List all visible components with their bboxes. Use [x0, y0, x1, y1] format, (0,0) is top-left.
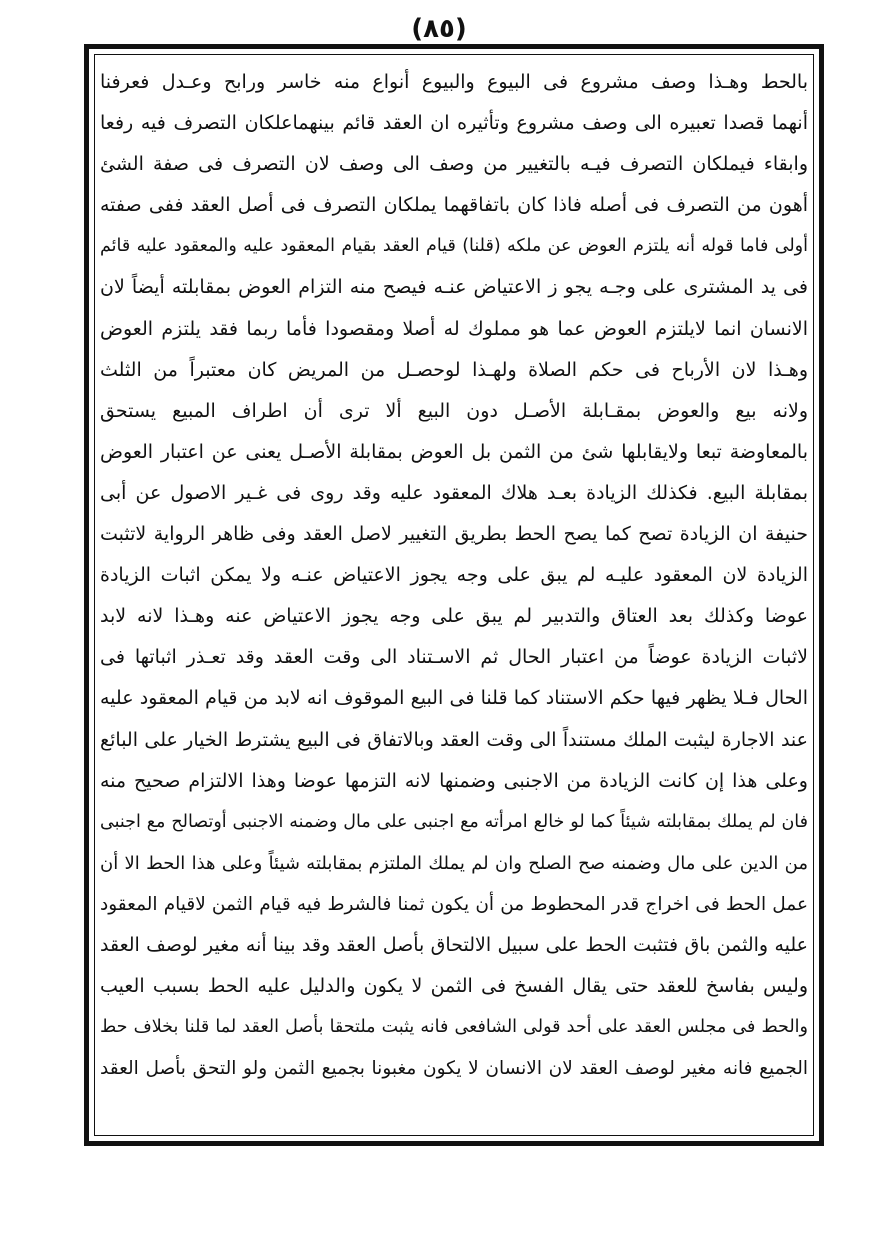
text-line-20: من الدين على مال وضمنه صح الصلح وان لم يملك الملتزم بمقابلته شيئاً وعلى هذا الحط الا أن	[100, 852, 808, 874]
text-line-21: عمل الحط فى اخراج قدر المحطوط من أن يكون ثمنا فالشرط فيه قيام الثمن لاقيام المعقود	[100, 893, 808, 915]
text-line-19: فان لم يملك بمقابلته شيئاً كما لو خالع امرأته مع اجنبى على مال وضمنه الاجنبى أوتصالح مع اجنبى	[100, 811, 808, 832]
text-line-2: أنهما قصدا تعبيره الى وصف مشروع وتأثيره ان العقد قائم بينهماعلكان التصرف فيه رفعا	[100, 112, 808, 135]
text-line-10: بالمعاوضة تبعا ولايقابلها شئ من الثمن بل العوض بمقابلة الأصـل يعنى عن اعتبار العوض	[100, 440, 808, 463]
text-line-25: الجميع فانه مغير لوصف العقد لان الانسان لا يكون مغبونا بجميع الثمن ولو التحق بأصل العقد	[100, 1058, 808, 1080]
text-line-18: وعلى هذا إن كانت الزيادة من الاجنبى وضمنها لانه التزمها عوضا وهذا الالتزام صحيح منه	[100, 769, 808, 792]
text-line-9: ولانه بيع والعوض بمقـابلة الأصـل دون البيع ألا ترى أن اطراف المبيع يستحق	[100, 399, 808, 422]
text-line-24: والحط فى مجلس العقد على أحد قولى الشافعى فانه يثبت ملتحقا بأصل العقد لما قلنا بخلاف حط	[100, 1017, 808, 1038]
text-line-5: أولى فاما قوله أنه يلتزم العوض عن ملكه (قلنا) قيام العقد بقيام المعقود عليه والمعقود عليه قائم	[100, 236, 808, 257]
text-line-8: وهـذا لان الأرباح فى حكم الصلاة ولهـذا لوحصـل من المريض كان معتبراً من الثلث	[100, 358, 808, 381]
text-line-11: بمقابلة البيع. فكذلك الزيادة بعـد هلاك المعقود عليه وقد روى فى غـير الاصول عن أبى	[100, 481, 808, 504]
text-line-13: الزيادة لان المعقود عليـه لم يبق على وجه يجوز الاعتياض عنـه ولا يمكن اثبات الزيادة	[100, 564, 808, 587]
text-line-3: وابقاء فيملكان التصرف فيـه بالتغيير من وصف الى وصف لان التصرف فى صفة الشئ	[100, 153, 808, 176]
text-line-4: أهون من التصرف فى أصله فاذا كان باتفاقهما يملكان التصرف فى أصل العقد ففى صفته	[100, 194, 808, 217]
text-line-6: فى يد المشترى على وجـه يجو ز الاعتياض عنـه فيصح منه التزام العوض بمقابلته أيضاً لان	[100, 276, 808, 299]
text-line-12: حنيفة ان الزيادة تصح كما يصح الحط بطريق التغيير لاصل العقد وفى ظاهر الرواية لاتثبت	[100, 523, 808, 546]
text-line-14: عوضا وكذلك بعد العتاق والتدبير لم يبق على وجه يجوز الاعتياض عنه وهـذا لانه لابد	[100, 605, 808, 628]
text-line-23: وليس بفاسخ للعقد حتى يقال الفسخ فى الثمن لا يكون والدليل عليه الحط بسبب العيب	[100, 975, 808, 998]
text-line-1: بالحط وهـذا وصف مشروع فى البيوع والبيوع أنواع منه خاسر ورابح وعـدل فعرفنا	[100, 71, 808, 93]
text-line-17: عند الاجارة ليثبت الملك مستنداً الى وقت العقد وبالاتفاق فى البيع يشترط الخيار على البائع	[100, 728, 808, 751]
text-line-16: الحال فـلا يظهر فيها حكم الاستناد كما قلنا فى البيع الموقوف انه لابد من قيام المعقود عليه	[100, 687, 808, 710]
text-line-7: الانسان انما لايلتزم العوض عما هو مملوك له أصلا ومقصودا فأما ربما فقد يلتزم العوض	[100, 317, 808, 340]
body-text	[100, 62, 808, 1132]
text-line-22: عليه والثمن باق فتثبت الحط على سبيل الالتحاق بأصل العقد وقد بينا أنه مغير لوصف العقد	[100, 933, 808, 956]
page-number: (٨٥)	[411, 14, 467, 44]
text-line-15: لاثبات الزيادة عوضاً من اعتبار الحال ثم الاسـتناد الى وقت العقد وقد تعـذر اثباتها فى	[100, 646, 808, 669]
